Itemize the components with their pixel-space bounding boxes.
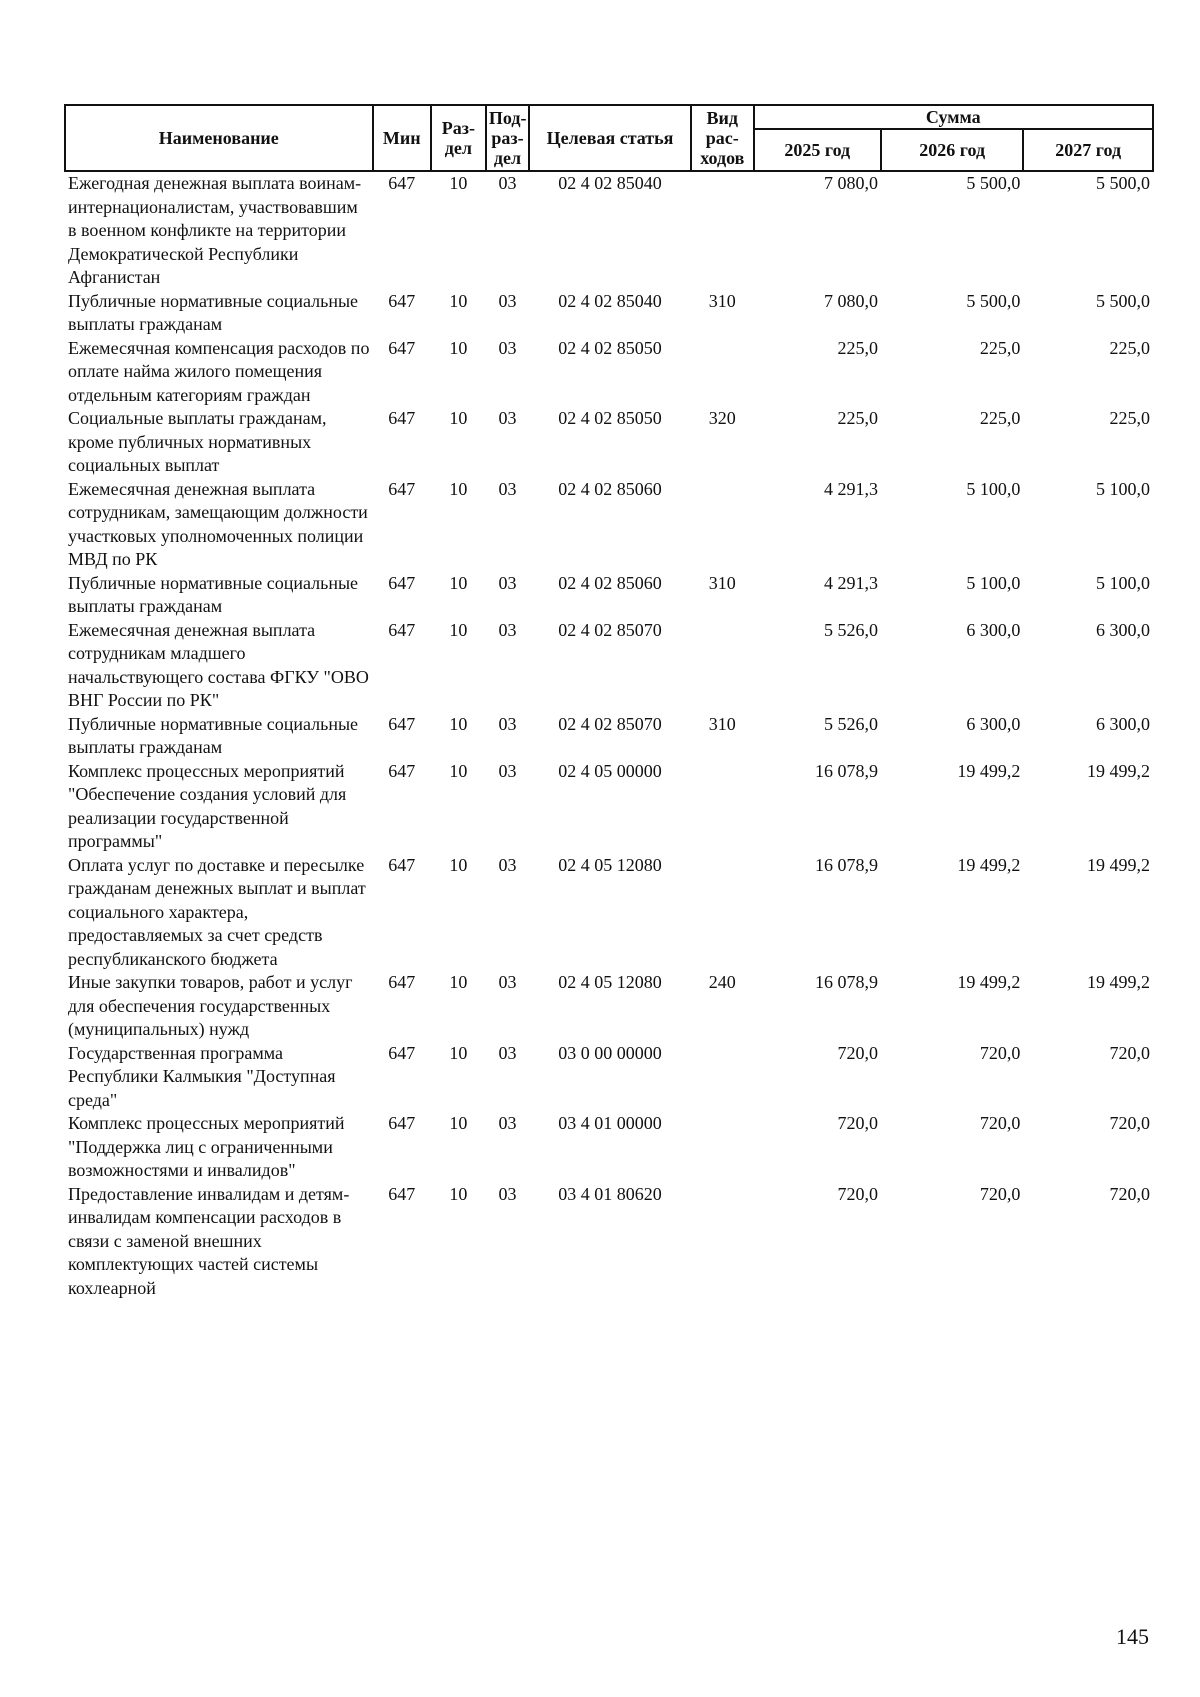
cell-name: Публичные нормативные социальные выплаты гражданам	[68, 572, 359, 616]
budget-page	[64, 104, 1154, 1300]
cell-2026: 225,0	[979, 408, 1021, 428]
cell-podrazdel: 03	[498, 619, 517, 640]
cell-razdel: 10	[449, 760, 468, 781]
cell-2025: 5 526,0	[823, 619, 878, 640]
cell-2027: 720,0	[1109, 1183, 1150, 1204]
cell-razdel: 10	[449, 408, 468, 428]
cell-podrazdel: 03	[498, 760, 517, 781]
cell-vid: 310	[708, 713, 736, 734]
cell-vid: 310	[708, 290, 736, 311]
cell-name: Комплекс процессных мероприятий "Обеспечение создания условий для реализации государственной программы"	[68, 760, 347, 851]
header-razdel: Раз-дел	[431, 105, 486, 171]
header-2025: 2025 год	[754, 129, 881, 171]
cell-razdel: 10	[449, 854, 468, 875]
cell-min: 647	[388, 619, 416, 640]
cell-min: 647	[388, 408, 416, 428]
cell-name: Публичные нормативные социальные выплаты гражданам	[68, 713, 359, 757]
cell-2026: 5 500,0	[966, 173, 1021, 193]
cell-podrazdel: 03	[498, 408, 517, 428]
cell-razdel: 10	[449, 337, 468, 358]
table-row	[65, 713, 1153, 760]
cell-target: 02 4 02 85060	[558, 572, 662, 593]
table-row	[65, 760, 1153, 854]
cell-2027: 19 499,2	[1087, 972, 1150, 992]
cell-2025: 225,0	[837, 337, 878, 358]
cell-target: 02 4 02 85040	[558, 290, 662, 311]
table-row	[65, 619, 1153, 713]
cell-podrazdel: 03	[498, 1113, 517, 1133]
cell-2027: 5 500,0	[1096, 290, 1150, 311]
header-target: Целевая статья	[529, 105, 691, 171]
cell-target: 02 4 05 12080	[558, 854, 662, 875]
cell-2027: 225,0	[1109, 337, 1150, 358]
cell-name: Ежегодная денежная выплата воинам-интернационалистам, участвовавшим в военном конфликте на территории Демократической Республики Афганистан	[68, 173, 362, 287]
cell-2026: 720,0	[979, 1113, 1021, 1133]
cell-vid: 310	[708, 572, 736, 593]
cell-razdel: 10	[449, 619, 468, 640]
cell-name: Предоставление инвалидам и детям-инвалидам компенсации расходов в связи с заменой внешних комплектующих частей системы кохлеарной	[68, 1183, 350, 1298]
cell-vid	[691, 1112, 754, 1183]
cell-name: Публичные нормативные социальные выплаты гражданам	[68, 290, 359, 334]
cell-2027: 19 499,2	[1087, 760, 1150, 781]
cell-vid	[691, 1183, 754, 1301]
cell-2026: 19 499,2	[957, 854, 1021, 875]
cell-2025: 16 078,9	[814, 972, 878, 992]
cell-razdel: 10	[449, 478, 468, 499]
cell-vid: 240	[708, 972, 736, 992]
cell-2027: 5 100,0	[1096, 478, 1150, 499]
cell-2025: 16 078,9	[814, 760, 878, 781]
cell-podrazdel: 03	[498, 1183, 517, 1204]
cell-podrazdel: 03	[498, 854, 517, 875]
table-row	[65, 478, 1153, 572]
cell-podrazdel: 03	[498, 290, 517, 311]
cell-2027: 720,0	[1109, 1113, 1150, 1133]
cell-2026: 225,0	[979, 337, 1021, 358]
cell-vid	[691, 619, 754, 713]
cell-2027: 5 500,0	[1096, 173, 1150, 193]
table-row	[65, 171, 1153, 290]
cell-podrazdel: 03	[498, 337, 517, 358]
cell-vid	[691, 760, 754, 854]
cell-name: Социальные выплаты гражданам, кроме публичных нормативных социальных выплат	[68, 408, 327, 475]
cell-podrazdel: 03	[498, 713, 517, 734]
cell-name: Оплата услуг по доставке и пересылке гражданам денежных выплат и выплат социального характера, предоставляемых за счет средств республиканского бюджета	[68, 854, 366, 969]
cell-2025: 7 080,0	[823, 290, 878, 311]
cell-podrazdel: 03	[498, 478, 517, 499]
cell-2027: 19 499,2	[1087, 854, 1150, 875]
header-2026: 2026 год	[881, 129, 1023, 171]
cell-razdel: 10	[449, 572, 468, 593]
cell-min: 647	[388, 1183, 416, 1204]
cell-min: 647	[388, 1042, 416, 1063]
cell-2025: 7 080,0	[823, 173, 878, 193]
cell-name: Ежемесячная денежная выплата сотрудникам младшего начальствующего состава ФГКУ "ОВО ВНГ России по РК"	[68, 619, 369, 710]
cell-min: 647	[388, 1113, 416, 1133]
header-summa: Сумма	[754, 105, 1153, 129]
header-min: Мин	[373, 105, 431, 171]
cell-podrazdel: 03	[498, 173, 517, 193]
table-body	[65, 171, 1153, 1300]
cell-razdel: 10	[449, 1183, 468, 1204]
header-2027: 2027 год	[1023, 129, 1153, 171]
cell-2026: 720,0	[979, 1183, 1021, 1204]
cell-razdel: 10	[449, 173, 468, 193]
table-header	[65, 105, 1153, 171]
cell-2027: 6 300,0	[1096, 619, 1150, 640]
cell-2026: 19 499,2	[957, 760, 1021, 781]
cell-2027: 225,0	[1109, 408, 1150, 428]
cell-target: 03 4 01 80620	[558, 1183, 662, 1204]
cell-name: Государственная программа Республики Калмыкия "Доступная среда"	[68, 1042, 336, 1110]
cell-2026: 5 500,0	[966, 290, 1021, 311]
table-row	[65, 854, 1153, 972]
cell-2025: 5 526,0	[823, 713, 878, 734]
cell-target: 02 4 02 85050	[558, 337, 662, 358]
table-row	[65, 572, 1153, 619]
budget-table	[64, 104, 1154, 1300]
cell-razdel: 10	[449, 713, 468, 734]
cell-min: 647	[388, 290, 416, 311]
cell-2025: 16 078,9	[814, 854, 878, 875]
cell-min: 647	[388, 173, 416, 193]
cell-2026: 5 100,0	[966, 478, 1021, 499]
table-row	[65, 407, 1153, 478]
cell-target: 02 4 02 85070	[558, 619, 662, 640]
cell-2027: 6 300,0	[1096, 713, 1150, 734]
cell-2027: 5 100,0	[1096, 572, 1150, 593]
cell-podrazdel: 03	[498, 1042, 517, 1063]
cell-name: Иные закупки товаров, работ и услуг для обеспечения государственных (муниципальных) нужд	[68, 972, 353, 1039]
table-row	[65, 337, 1153, 408]
cell-2026: 6 300,0	[966, 619, 1021, 640]
cell-vid	[691, 337, 754, 408]
cell-vid	[691, 1042, 754, 1113]
cell-2025: 720,0	[837, 1042, 878, 1063]
header-vid: Вид рас-ходов	[691, 105, 754, 171]
cell-2025: 4 291,3	[823, 478, 878, 499]
cell-min: 647	[388, 713, 416, 734]
cell-razdel: 10	[449, 1042, 468, 1063]
cell-2025: 720,0	[837, 1113, 878, 1133]
table-row	[65, 290, 1153, 337]
cell-target: 02 4 02 85060	[558, 478, 662, 499]
cell-2026: 720,0	[979, 1042, 1021, 1063]
cell-name: Ежемесячная компенсация расходов по оплате найма жилого помещения отдельным категориям граждан	[68, 337, 370, 405]
cell-name: Ежемесячная денежная выплата сотрудникам, замещающим должности участковых уполномоченных полиции МВД по РК	[68, 478, 368, 569]
cell-target: 02 4 02 85040	[558, 173, 662, 193]
cell-target: 02 4 05 00000	[558, 760, 662, 781]
cell-vid	[691, 171, 754, 290]
cell-2026: 6 300,0	[966, 713, 1021, 734]
cell-podrazdel: 03	[498, 972, 517, 992]
cell-2025: 225,0	[837, 408, 878, 428]
table-row	[65, 1042, 1153, 1113]
cell-2027: 720,0	[1109, 1042, 1150, 1063]
cell-target: 02 4 05 12080	[558, 972, 662, 992]
cell-2026: 5 100,0	[966, 572, 1021, 593]
cell-podrazdel: 03	[498, 572, 517, 593]
cell-vid	[691, 478, 754, 572]
cell-2026: 19 499,2	[957, 972, 1021, 992]
cell-razdel: 10	[449, 1113, 468, 1133]
cell-vid	[691, 854, 754, 972]
cell-vid: 320	[708, 408, 736, 428]
header-podrazdel: Под-раз-дел	[486, 105, 529, 171]
table-row	[65, 1112, 1153, 1183]
cell-target: 02 4 02 85050	[558, 408, 662, 428]
page-number: 145	[1116, 1624, 1149, 1649]
cell-name: Комплекс процессных мероприятий "Поддержка лиц с ограниченными возможностями и инвалидов"	[68, 1113, 345, 1180]
cell-min: 647	[388, 972, 416, 992]
cell-min: 647	[388, 478, 416, 499]
header-name: Наименование	[65, 105, 373, 171]
cell-razdel: 10	[449, 972, 468, 992]
cell-2025: 720,0	[837, 1183, 878, 1204]
cell-min: 647	[388, 854, 416, 875]
cell-target: 03 0 00 00000	[558, 1042, 662, 1063]
cell-2025: 4 291,3	[823, 572, 878, 593]
table-row	[65, 971, 1153, 1042]
cell-min: 647	[388, 572, 416, 593]
cell-target: 03 4 01 00000	[558, 1113, 662, 1133]
table-row	[65, 1183, 1153, 1301]
cell-razdel: 10	[449, 290, 468, 311]
cell-target: 02 4 02 85070	[558, 713, 662, 734]
cell-min: 647	[388, 760, 416, 781]
cell-min: 647	[388, 337, 416, 358]
